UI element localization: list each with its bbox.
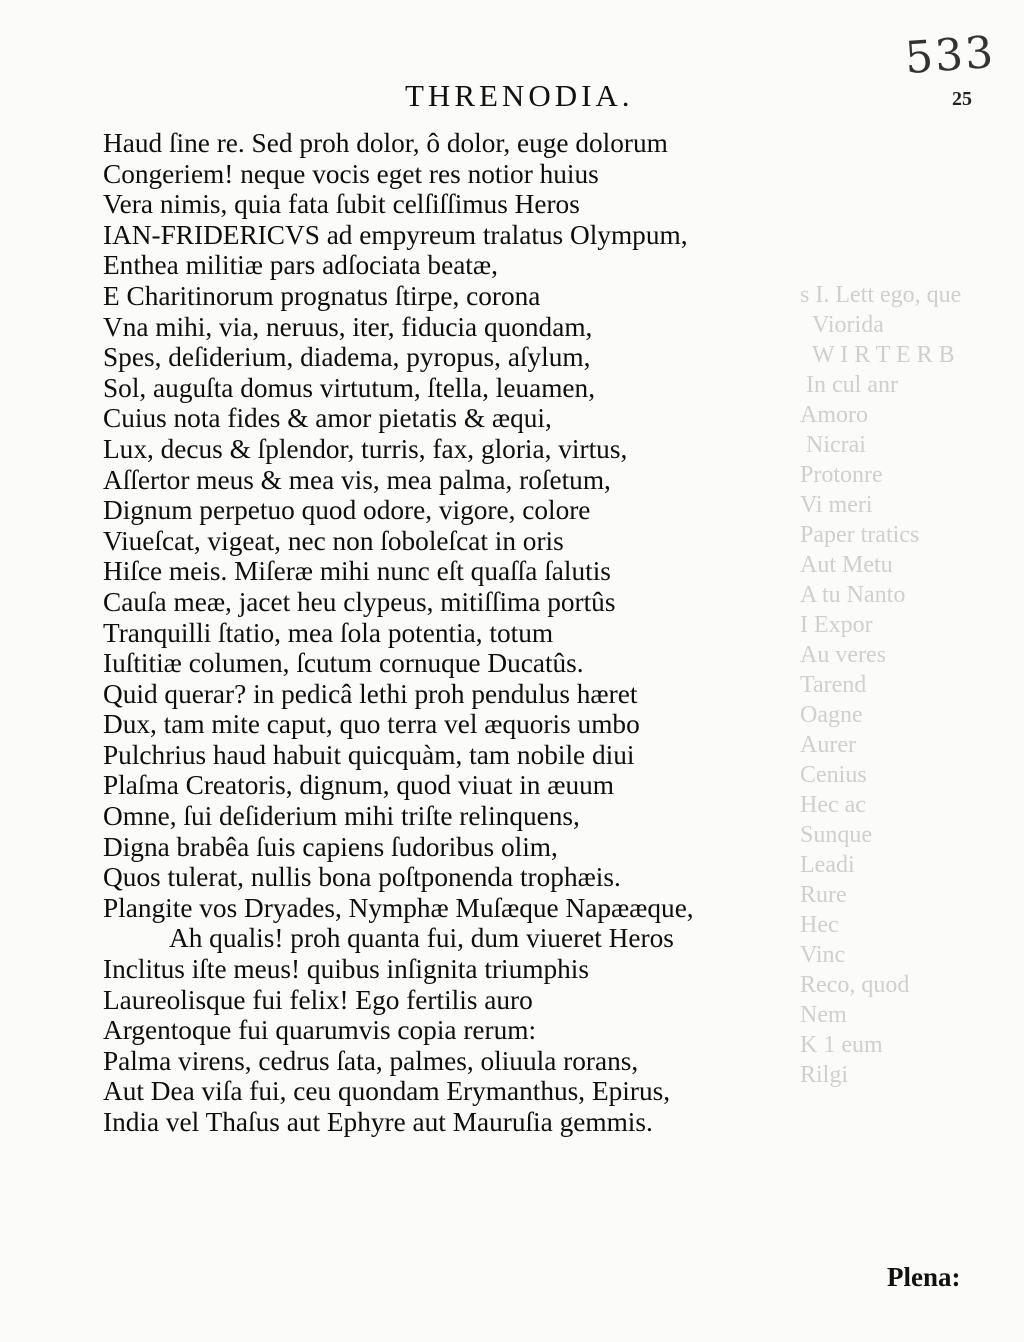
verse-line: IAN-FRIDERICVS ad empyreum tralatus Olympum, — [103, 219, 688, 250]
verse-line: Omne, ſui deſiderium mihi triſte relinquens, — [103, 801, 580, 832]
verse-line: Iuſtitiæ columen, ſcutum cornuque Ducatûs. — [103, 648, 584, 679]
page-title: THRENODIA. — [405, 78, 634, 113]
verse-line: Aut Dea viſa fui, ceu quondam Erymanthus, Epirus, — [103, 1076, 671, 1107]
verse-line: Quos tulerat, nullis bona poſtponenda trophæis. — [103, 862, 621, 893]
verse-line: Laureolisque fui felix! Ego fertilis auro — [103, 984, 533, 1015]
verse-line: Digna brabêa ſuis capiens ſudoribus olim, — [103, 831, 558, 862]
verse-block — [103, 128, 983, 1138]
page-number: 25 — [952, 88, 972, 110]
verse-line: Haud ſine re. Sed proh dolor, ô dolor, euge dolorum — [103, 128, 668, 158]
verse-line: Pulchrius haud habuit quicquàm, tam nobile diui — [103, 739, 635, 770]
verse-line: Viueſcat, vigeat, nec non ſoboleſcat in oris — [103, 525, 564, 556]
verse-line: Congeriem! neque vocis eget res notior huius — [103, 158, 599, 189]
verse-line: Quid querar? in pedicâ lethi proh pendulus hæret — [103, 678, 638, 709]
verse-line: Spes, deſiderium, diadema, pyropus, aſylum, — [103, 342, 591, 373]
verse-line: Aſſertor meus & mea vis, mea palma, roſetum, — [103, 464, 611, 495]
verse-line: Vna mihi, via, neruus, iter, fiducia quondam, — [103, 311, 593, 342]
folio-mark: 533 — [903, 26, 997, 85]
verse-line: Lux, decus & ſplendor, turris, fax, gloria, virtus, — [103, 433, 628, 464]
verse-line: Dignum perpetuo quod odore, vigore, colore — [103, 495, 591, 526]
verse-line: Enthea militiæ pars adſociata beatæ, — [103, 250, 498, 281]
verse-line: Cuius nota fides & amor pietatis & æqui, — [103, 403, 552, 434]
verse-line: Palma virens, cedrus ſata, palmes, oliuula rorans, — [103, 1045, 639, 1076]
verse-line: Argentoque fui quarumvis copia rerum: — [103, 1015, 537, 1046]
verse-line: Hiſce meis. Miſeræ mihi nunc eſt quaſſa ſalutis — [103, 556, 611, 587]
bleed-through-text: s I. Lett ego, que Viorida W I R T E R B In cul anr Amoro Nicrai Protonre Vi meri Paper tratics Aut Metu A tu Nanto I Expor Au veres Tarend Oagne Aurer Cenius Hec ac Sunque Leadi Rure Hec Vinc Reco, quod Nem K 1 eum Rilgi — [800, 282, 962, 1088]
verse-line: E Charitinorum prognatus ſtirpe, corona — [103, 280, 541, 311]
verse-line: India vel Thaſus aut Ephyre aut Mauruſia gemmis. — [103, 1107, 653, 1137]
verse-line: Tranquilli ſtatio, mea ſola potentia, totum — [103, 617, 554, 648]
verse-line: Cauſa meæ, jacet heu clypeus, mitiſſima portûs — [103, 586, 616, 617]
verse-line: Dux, tam mite caput, quo terra vel æquoris umbo — [103, 709, 640, 740]
verse-line: Plaſma Creatoris, dignum, quod viuat in æuum — [103, 770, 615, 801]
catchword: Plena: — [887, 1262, 961, 1292]
verse-line: Plangite vos Dryades, Nymphæ Muſæque Napææque, — [103, 892, 694, 923]
verse-line: Vera nimis, quia fata ſubit celſiſſimus Heros — [103, 189, 580, 220]
verse-line-indented: Ah qualis! proh quanta fui, dum viueret Heros — [169, 923, 674, 954]
verse-line: Sol, auguſta domus virtutum, ſtella, leuamen, — [103, 372, 596, 403]
verse-line: Inclitus iſte meus! quibus inſignita triumphis — [103, 954, 589, 985]
